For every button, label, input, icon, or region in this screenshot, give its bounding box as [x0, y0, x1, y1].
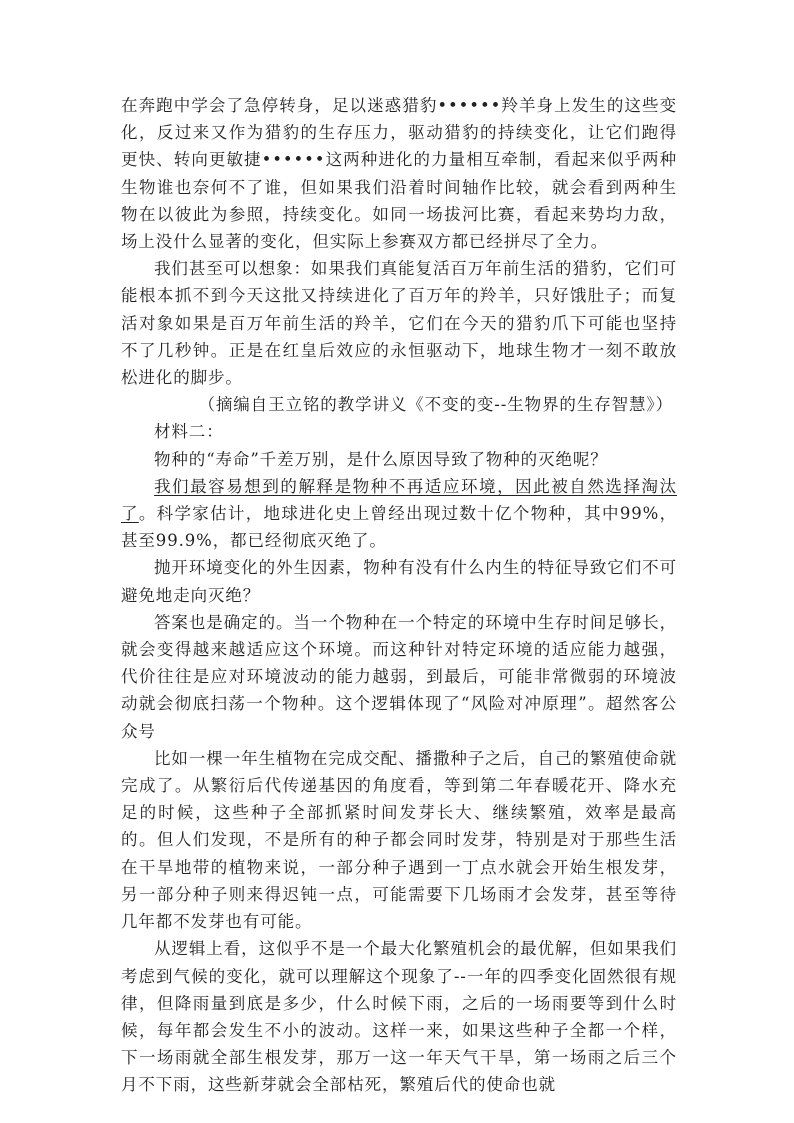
paragraph-5: 抛开环境变化的外生因素，物种有没有什么内生的特征导致它们不可避免地走向灭绝？ [121, 558, 677, 605]
paragraph-4 [121, 473, 677, 555]
document-page [121, 92, 677, 1099]
underlined-sentence: 我们最容易想到的解释是物种不再适应环境，因此被自然选择淘汰了 [121, 476, 677, 524]
paragraph-1: 在奔跑中学会了急停转身，足以迷惑猎豹••••••羚羊身上发生的这些变化，反过来又作为猎豹的生存压力，驱动猎豹的持续变化，让它们跑得更快、转向更敏捷••••••这两种进化的力量相互牵制，看起来似乎两种生物谁也奈何不了谁，但如果我们沿着时间轴作比较，就会看到两种生物在以彼此为参照，持续变化。如同一场拔河比赛，看起来势均力敌，场上没什么显著的变化，但实际上参赛双方都已经拼尽了全力。 [121, 96, 677, 252]
paragraph-2: 我们甚至可以想象：如果我们真能复活百万年前生活的猎豹，它们可能根本抓不到今天这批又持续进化了百万年的羚羊，只好饿肚子；而复活对象如果是百万年前生活的羚羊，它们在今天的猎豹爪下可能也坚持不了几秒钟。正是在红皇后效应的永恒驱动下，地球生物才一刻不敢放松进化的脚步。 [121, 259, 677, 388]
paragraph-7: 比如一棵一年生植物在完成交配、播撒种子之后，自己的繁殖使命就完成了。从繁衍后代传递基因的角度看，等到第二年春暖花开、降水充足的时候，这些种子全部抓紧时间发芽长大、继续繁殖，效率是最高的。但人们发现，不是所有的种子都会同时发芽，特别是对于那些生活在干旱地带的植物来说，一部分种子遇到一丁点水就会开始生根发芽，另一部分种子则来得迟钝一点，可能需要下几场雨才会发芽，甚至等待几年都不发芽也有可能。 [121, 748, 677, 932]
source-citation: （摘编自王立铭的教学讲义《不变的变--生物界的生存智慧》） [198, 395, 673, 415]
paragraph-8: 从逻辑上看，这似乎不是一个最大化繁殖机会的最优解，但如果我们考虑到气候的变化，就可以理解这个现象了--一年的四季变化固然很有规律，但降雨量到底是多少，什么时候下雨，之后的一场雨要等到什么时候，每年都会发生不小的波动。这样一来，如果这些种子全都一个样，下一场雨就全部生根发芽，那万一这一年天气干旱，第一场雨之后三个月不下雨，这些新芽就会全部枯死，繁殖后代的使命也就 [121, 939, 677, 1095]
paragraph-6: 答案也是确定的。当一个物种在一个特定的环境中生存时间足够长，就会变得越来越适应这个环境。而这种针对特定环境的适应能力越强，代价往往是应对环境波动的能力越弱，到最后，可能非常微弱的环境波动就会彻底扫荡一个物种。这个逻辑体现了“风险对冲原理”。超然客公众号 [121, 612, 677, 741]
paragraph-4-rest: 。科学家估计，地球进化史上曾经出现过数十亿个物种，其中99%，甚至99.9%，都已经彻底灭绝了。 [121, 504, 678, 551]
paragraph-3: 物种的“寿命”千差万别，是什么原因导致了物种的灭绝呢？ [154, 449, 608, 469]
material-2-heading: 材料二： [154, 422, 224, 442]
